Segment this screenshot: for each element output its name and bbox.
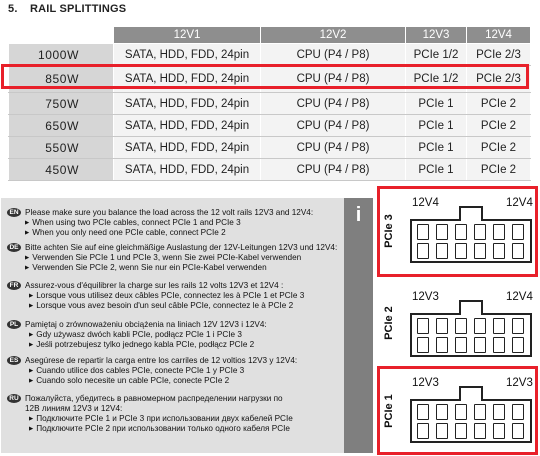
rail-label-right: 12V4 [506,291,533,303]
cell-12v3: PCIe 1 [406,93,467,115]
cell-12v3: PCIe 1 [406,159,467,181]
instruction-bullet: ▶ Lorsque vous utilisez deux câbles PCIe, connectez les à PCIe 1 et PCIe 3 [7,291,342,301]
connector-pin [436,318,448,334]
connector-name: PCIe 2 [383,306,395,340]
wattage-cell: 650W [9,115,114,137]
flag-ru-icon: RU [7,394,21,403]
instruction-intro-continued: 12В линиям 12V3 и 12V4: [25,404,123,413]
cell-12v3: PCIe 1/2 [406,44,467,66]
table-row [9,44,531,66]
instruction-intro: Assurez-vous d'équilibrer la charge sur les rails 12 volts 12V3 et 12V4 : [25,281,284,290]
rail-label-right: 12V3 [506,377,533,389]
section-title [8,3,126,15]
column-header-12v1: 12V1 [114,27,261,44]
instructions-pl [7,320,342,350]
instruction-bullet: ▶ Cuando solo necesite un cable PCIe, conecte PCIe 2 [7,376,342,386]
instructions-de [7,243,342,273]
table-row [9,137,531,159]
rail-label-left: 12V4 [412,197,439,209]
connector-pin [474,318,486,334]
instruction-bullet: ▶ When you only need one PCIe cable, connect PCIe 2 [7,228,342,238]
highlight-850w-row [1,64,529,89]
cell-12v1: SATA, HDD, FDD, 24pin [114,137,261,159]
instructions-ru [7,394,342,434]
table-row [9,93,531,115]
connector-pin [455,337,467,353]
cell-12v3: PCIe 1/2 [406,66,467,93]
plug-latch [459,300,483,315]
wattage-cell: 550W [9,137,114,159]
info-bar [344,198,373,453]
flag-pl-icon: PL [7,320,21,329]
instruction-intro: Please make sure you balance the load across the 12 volt rails 12V3 and 12V4: [25,208,314,217]
rail-splitting-table [8,26,531,181]
connector-pin [436,337,448,353]
wattage-cell: 750W [9,93,114,115]
info-icon: i [355,204,362,226]
cell-12v4: PCIe 2/3 [467,66,531,93]
instruction-intro: Pamiętaj o zrównoważeniu obciążenia na liniach 12V 12V3 i 12V4: [25,320,267,329]
cell-12v2: CPU (P4 / P8) [261,66,406,93]
instruction-bullet: ▶ Lorsque vous avez besoin d'un seul câble PCIe, connectez le à PCIe 2 [7,301,342,311]
column-header-12v4: 12V4 [467,27,531,44]
instruction-bullet: ▶ Jeśli potrzebujesz tylko jednego kabla PCIe, podłącz PCIe 2 [7,340,342,350]
table-corner [9,27,114,44]
table-row [9,115,531,137]
cell-12v4: PCIe 2 [467,137,531,159]
column-header-12v2: 12V2 [261,27,406,44]
rail-label-left: 12V3 [412,291,439,303]
instruction-bullet: ▶ Verwenden Sie PCIe 2, wenn Sie nur ein PCIe-Kabel verwenden [7,263,342,273]
cell-12v2: CPU (P4 / P8) [261,159,406,181]
cell-12v1: SATA, HDD, FDD, 24pin [114,93,261,115]
cell-12v2: CPU (P4 / P8) [261,137,406,159]
table-header-row [9,27,531,44]
wattage-cell: 1000W [9,44,114,66]
flag-fr-icon: FR [7,281,21,290]
instruction-bullet: ▶ Gdy używasz dwóch kabli PCIe, podłącz PCIe 1 i PCIe 3 [7,330,342,340]
table-row [9,159,531,181]
connector-pin [493,318,505,334]
instruction-bullet: ▶ Verwenden Sie PCIe 1 und PCIe 3, wenn Sie zwei PCIe-Kabel verwenden [7,253,342,263]
cell-12v1: SATA, HDD, FDD, 24pin [114,66,261,93]
flag-en-icon: EN [7,208,21,217]
connector-pin [417,337,429,353]
cell-12v3: PCIe 1 [406,137,467,159]
connector-pin [455,318,467,334]
rail-label-left: 12V3 [412,377,439,389]
instruction-intro: Bitte achten Sie auf eine gleichmäßige Auslastung der 12V-Leitungen 12V3 und 12V4: [25,243,338,252]
cell-12v4: PCIe 2 [467,159,531,181]
flag-es-icon: ES [7,356,21,365]
instruction-bullet: ▶ When using two PCIe cables, connect PCIe 1 and PCIe 3 [7,218,342,228]
connector-pcie-2 [378,281,538,365]
connector-name: PCIe 3 [383,214,395,248]
pcie-plug-icon [410,313,532,357]
instruction-intro: Asegúrese de repartir la carga entre los carriles de 12 voltios 12V3 y 12V4: [25,356,298,365]
wattage-cell: 850W [9,66,114,93]
connector-pin [493,337,505,353]
instructions-en [7,208,342,238]
cell-12v1: SATA, HDD, FDD, 24pin [114,44,261,66]
cell-12v3: PCIe 1 [406,115,467,137]
cell-12v2: CPU (P4 / P8) [261,115,406,137]
instruction-bullet: ▶ Cuando utilice dos cables PCIe, conecte PCIe 1 y PCIe 3 [7,366,342,376]
wattage-cell: 450W [9,159,114,181]
instruction-bullet: ▶ Подключите PCIe 2 при использовании только одного кабеля PCIe [7,424,342,434]
flag-de-icon: DE [7,243,21,252]
cell-12v4: PCIe 2 [467,93,531,115]
section-number: 5. [8,3,18,15]
rail-label-right: 12V4 [506,197,533,209]
cell-12v2: CPU (P4 / P8) [261,44,406,66]
cell-12v1: SATA, HDD, FDD, 24pin [114,159,261,181]
cell-12v4: PCIe 2/3 [467,44,531,66]
cell-12v2: CPU (P4 / P8) [261,93,406,115]
connector-pin [512,337,524,353]
instruction-bullet: ▶ Подключите PCIe 1 и PCIe 3 при использовании двух кабелей PCIe [7,414,342,424]
connector-pin [474,337,486,353]
highlight-pcie-1 [377,366,538,455]
connector-name: PCIe 1 [383,394,395,428]
instruction-intro: Пожалуйста, убедитесь в равномерном распределении нагрузки по [25,394,283,403]
cell-12v1: SATA, HDD, FDD, 24pin [114,115,261,137]
instructions-es [7,356,342,386]
column-header-12v3: 12V3 [406,27,467,44]
connector-pin [512,318,524,334]
section-heading: RAIL SPLITTINGS [30,3,127,15]
info-panel [1,198,373,453]
cell-12v4: PCIe 2 [467,115,531,137]
connector-side-label [380,281,398,365]
highlight-pcie-3 [377,186,538,277]
connector-pin [417,318,429,334]
instructions-fr [7,281,342,311]
